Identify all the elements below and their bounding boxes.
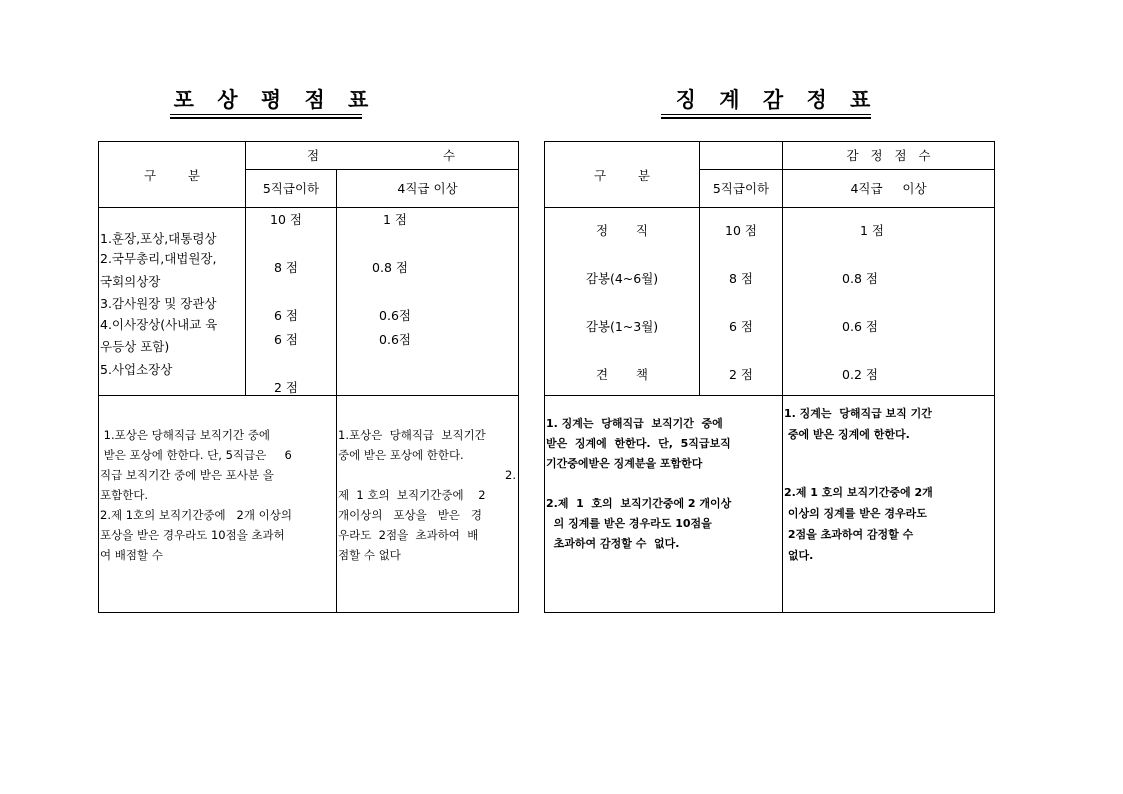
note-line: 받은 포상에 한한다. 단, 5직급은 6 (100, 448, 292, 462)
discipline-divider (544, 207, 994, 208)
reward-score-b: 1 점 (382, 212, 407, 227)
discipline-row-score-a: 6 점 (728, 319, 753, 334)
reward-item: 2.국무총리,대법원장, (100, 251, 217, 266)
note-line: 포함한다. (100, 488, 149, 502)
reward-item: 1.훈장,포상,대통령상 (100, 231, 217, 246)
reward-item: 국회의상장 (100, 274, 161, 289)
note-line: 중에 받은 징계에 한한다. (784, 428, 910, 441)
discipline-col-4grade: 4직급 이상 (850, 181, 927, 196)
note-line: 1. 징계는 당해직급 보직기간 중에 (546, 417, 723, 430)
note-line: 기간중에받은 징계분을 포함한다 (546, 457, 703, 470)
reward-col-5grade: 5직급이하 (262, 181, 320, 196)
discipline-table-title: 징 계 감 정 표 (675, 88, 879, 112)
note-line: 2. (505, 468, 516, 482)
note-line: 우라도 2점을 초과하여 배 (338, 528, 479, 542)
reward-item: 우등상 포함) (100, 339, 170, 354)
reward-score-b: 0.8 점 (372, 260, 408, 275)
reward-score-b: 0.6점 (379, 308, 411, 323)
reward-score-a: 2 점 (273, 380, 298, 395)
note-line: 제 1 호의 보직기간중에 2 (338, 488, 486, 502)
reward-item: 3.감사원장 및 장관상 (100, 296, 217, 311)
note-line: 받은 징계에 한한다. 단, 5직급보직 (546, 437, 731, 450)
discipline-row-score-b: 1 점 (859, 223, 884, 238)
note-line: 1. 징계는 당해직급 보직 기간 (784, 407, 932, 420)
discipline-title-underline (661, 114, 871, 119)
reward-divider (245, 169, 518, 170)
discipline-divider (699, 169, 994, 170)
discipline-divider (782, 141, 783, 612)
discipline-score-header: 감 정 점 수 (846, 148, 931, 163)
discipline-row-label: 정 직 (596, 223, 648, 238)
note-line: 없다. (784, 549, 814, 562)
reward-score-header-b: 수 (443, 148, 456, 163)
note-line: 중에 받은 포상에 한한다. (338, 448, 464, 462)
note-line (546, 474, 782, 494)
reward-category-header: 구 분 (144, 168, 200, 183)
discipline-note-5grade (546, 414, 782, 554)
discipline-row-score-b: 0.6 점 (842, 319, 878, 334)
discipline-row-score-a: 10 점 (725, 223, 757, 238)
note-line: 2.제 1 호의 보직기간중에 2개 (784, 486, 933, 499)
discipline-row-score-b: 0.2 점 (842, 367, 878, 382)
reward-item: 5.사업소장상 (100, 362, 173, 377)
note-line: 1.포상은 당해직급 보직기간 중에 (100, 428, 271, 442)
reward-divider (98, 207, 518, 208)
note-line: 포상을 받은 경우라도 10점을 초과허 (100, 528, 285, 542)
note-line: 2.제 1 호의 보직기간중에 2 개이상 (546, 497, 732, 510)
reward-note-4grade (338, 425, 518, 565)
reward-score-b: 0.6점 (379, 332, 411, 347)
discipline-row-score-a: 8 점 (728, 271, 753, 286)
discipline-row-score-b: 0.8 점 (842, 271, 878, 286)
note-line: 2점을 초과하여 감정할 수 (784, 528, 914, 541)
reward-item: 4.이사장상(사내교 육 (100, 317, 218, 332)
discipline-category-header: 구 분 (594, 168, 650, 183)
reward-note-5grade (100, 425, 336, 565)
note-line: 직급 보직기간 중에 받은 포사분 을 (100, 468, 274, 482)
reward-title-underline (170, 114, 362, 119)
discipline-row-score-a: 2 점 (728, 367, 753, 382)
reward-score-header-a: 점 (307, 148, 320, 163)
note-line: 이상의 징계를 받은 경우라도 (784, 507, 927, 520)
discipline-row-label: 감봉(1~3월) (585, 319, 659, 334)
discipline-divider (544, 395, 994, 396)
discipline-col-5grade: 5직급이하 (712, 181, 770, 196)
reward-divider (336, 169, 337, 612)
note-line (784, 446, 994, 467)
reward-score-a: 8 점 (273, 260, 298, 275)
discipline-row-label: 견 책 (596, 367, 648, 382)
reward-col-4grade: 4직급 이상 (397, 181, 458, 196)
note-line: 점할 수 없다 (338, 548, 401, 562)
note-line: 1.포상은 당해직급 보직기간 (338, 428, 486, 442)
reward-table-title: 포 상 평 점 표 (173, 88, 377, 112)
note-line: 의 징계를 받은 경우라도 10점을 (546, 517, 712, 530)
reward-score-a: 10 점 (270, 212, 302, 227)
discipline-note-4grade (784, 404, 994, 567)
note-line: 개이상의 포상을 받은 경 (338, 508, 482, 522)
note-line: 여 배점할 수 (100, 548, 163, 562)
note-line (784, 467, 994, 483)
reward-score-a: 6 점 (273, 308, 298, 323)
reward-score-a: 6 점 (273, 332, 298, 347)
note-line: 2.제 1호의 보직기간중에 2개 이상의 (100, 508, 292, 522)
discipline-row-label: 감봉(4~6월) (585, 271, 659, 286)
note-line: 초과하여 감정할 수 없다. (546, 537, 680, 550)
